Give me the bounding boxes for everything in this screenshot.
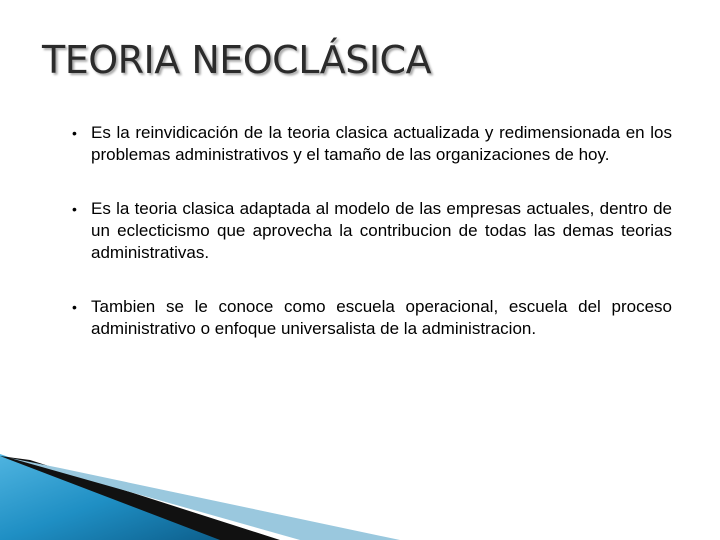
bullet-list <box>70 122 672 372</box>
decorative-swoosh <box>0 450 400 540</box>
bullet-text: Es la reinvidicación de la teoria clasica actualizada y redimensionada en los problemas administrativos y el tamaño de las organizaciones de hoy. <box>91 123 672 164</box>
bullet-item <box>70 198 672 264</box>
bullet-item <box>70 296 672 340</box>
bullet-marker: • <box>72 299 77 315</box>
bullet-text: Tambien se le conoce como escuela operacional, escuela del proceso administrativo o enfoque universalista de la administracion. <box>91 297 672 338</box>
bullet-marker: • <box>72 125 77 141</box>
slide-title: TEORIA NEOCLÁSICA <box>42 38 432 82</box>
bullet-item <box>70 122 672 166</box>
bullet-marker: • <box>72 201 77 217</box>
bullet-text: Es la teoria clasica adaptada al modelo de las empresas actuales, dentro de un eclecticismo que aprovecha la contribucion de todas las demas teorias administrativas. <box>91 199 672 262</box>
